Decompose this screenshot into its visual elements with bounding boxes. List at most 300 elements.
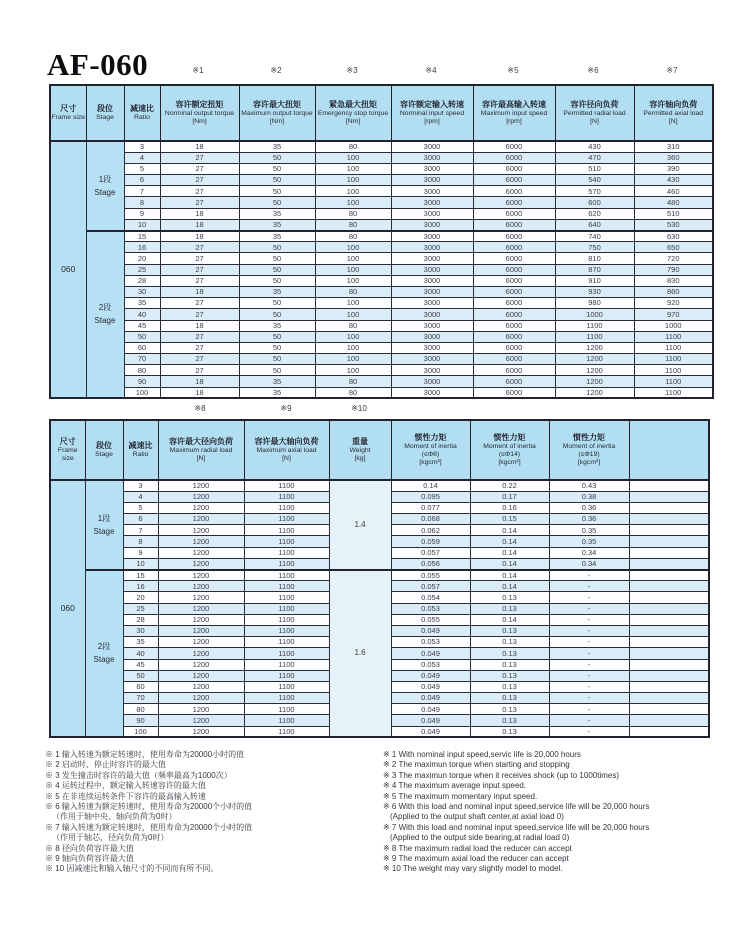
value-cell: 0.049 <box>391 704 470 715</box>
value-cell: 100 <box>315 309 391 320</box>
header-en: Emergency stop torque <box>317 110 389 117</box>
ratio-cell: 8 <box>123 536 158 547</box>
ratio-cell: 35 <box>123 637 158 648</box>
value-cell: 930 <box>555 286 634 297</box>
column-header <box>158 420 244 480</box>
column-header <box>555 85 634 141</box>
value-cell: 80 <box>315 208 391 219</box>
value-cell: 870 <box>555 264 634 275</box>
value-cell: 1100 <box>244 659 329 670</box>
value-cell: 1200 <box>158 726 244 737</box>
header-unit: [kg] <box>354 455 366 462</box>
footnote-line: ※ 9 轴向负荷容许最大值 <box>45 854 134 864</box>
value-cell: 310 <box>634 141 713 152</box>
value-cell: 0.059 <box>391 536 470 547</box>
footnote-line: (Applied to the output shaft center,at axial load 0) <box>390 812 564 822</box>
value-cell: 18 <box>160 231 239 242</box>
header-zh: 容许额定扭矩 <box>175 100 224 109</box>
value-cell: 1100 <box>244 693 329 704</box>
value-cell: 50 <box>239 197 315 208</box>
value-cell: 80 <box>315 141 391 152</box>
value-cell: 1200 <box>555 365 634 376</box>
value-cell: 740 <box>555 231 634 242</box>
column-header <box>391 420 470 480</box>
value-cell: 50 <box>239 264 315 275</box>
value-cell: 3000 <box>391 286 473 297</box>
value-cell: 6000 <box>473 275 555 286</box>
value-cell: 1200 <box>555 387 634 398</box>
value-cell: 100 <box>315 331 391 342</box>
empty-cell <box>629 704 709 715</box>
ratio-cell: 45 <box>124 320 160 331</box>
value-cell: - <box>549 726 629 737</box>
footnote-line: ※ 5 The maximum momentary input speed. <box>383 791 538 801</box>
ratio-cell: 80 <box>123 704 158 715</box>
header-unit: [rpm] <box>424 118 440 125</box>
value-cell: 6000 <box>473 354 555 365</box>
value-cell: 570 <box>555 186 634 197</box>
value-cell: 18 <box>160 376 239 387</box>
value-cell: 27 <box>160 163 239 174</box>
value-cell: 1100 <box>634 354 713 365</box>
value-cell: - <box>549 648 629 659</box>
value-cell: 0.13 <box>470 670 549 681</box>
value-cell: 1100 <box>244 558 329 569</box>
value-cell: 1200 <box>158 681 244 692</box>
value-cell: 430 <box>555 141 634 152</box>
value-cell: 0.14 <box>470 614 549 625</box>
ratio-cell: 3 <box>124 141 160 152</box>
value-cell: - <box>549 670 629 681</box>
header-zh: 惯性力矩 <box>573 433 605 442</box>
value-cell: 980 <box>555 298 634 309</box>
value-cell: 1200 <box>555 376 634 387</box>
column-header <box>86 85 124 141</box>
empty-cell <box>629 726 709 737</box>
value-cell: - <box>549 581 629 592</box>
value-cell: - <box>549 704 629 715</box>
value-cell: 3000 <box>391 197 473 208</box>
value-cell: 0.056 <box>391 558 470 569</box>
header-unit: [rpm] <box>506 118 522 125</box>
value-cell: 1100 <box>555 331 634 342</box>
header-zh: 减速比 <box>128 441 153 450</box>
value-cell: 18 <box>160 286 239 297</box>
footnote-line: ※ 3 The maximun torque when it receives shock (up to 1000times) <box>383 770 619 780</box>
value-cell: 0.13 <box>470 603 549 614</box>
footnote-line: ※ 2 The maximun torque when starting and stopping <box>383 760 570 770</box>
ref-mark: ※8 <box>194 404 206 413</box>
ratio-cell: 6 <box>123 514 158 525</box>
column-header <box>634 85 713 141</box>
value-cell: 0.068 <box>391 514 470 525</box>
value-cell: 1100 <box>244 670 329 681</box>
value-cell: 100 <box>315 186 391 197</box>
value-cell: 640 <box>555 219 634 230</box>
value-cell: 1100 <box>244 681 329 692</box>
value-cell: 27 <box>160 152 239 163</box>
value-cell: 460 <box>634 186 713 197</box>
value-cell: 1100 <box>244 491 329 502</box>
header-zh: 容许额定输入转速 <box>400 100 464 109</box>
empty-cell <box>629 480 709 491</box>
value-cell: 3000 <box>391 208 473 219</box>
column-header <box>160 85 239 141</box>
empty-cell <box>629 715 709 726</box>
header-zh: 惯性力矩 <box>414 433 447 442</box>
inertia-table-body <box>50 480 709 737</box>
value-cell: 0.053 <box>391 659 470 670</box>
value-cell: 100 <box>315 365 391 376</box>
value-cell: 0.13 <box>470 637 549 648</box>
header-zh: 容许最高输入转速 <box>482 100 546 109</box>
value-cell: 50 <box>239 242 315 253</box>
value-cell: 0.077 <box>391 502 470 513</box>
value-cell: 0.055 <box>391 570 470 581</box>
ratio-cell: 28 <box>124 275 160 286</box>
column-header <box>50 85 86 141</box>
value-cell: 3000 <box>391 331 473 342</box>
value-cell: 0.17 <box>470 491 549 502</box>
value-cell: 0.13 <box>470 715 549 726</box>
value-cell: 6000 <box>473 163 555 174</box>
header-unit: [N] <box>668 118 678 125</box>
value-cell: 6000 <box>473 242 555 253</box>
ratio-cell: 60 <box>124 342 160 353</box>
value-cell: 27 <box>160 365 239 376</box>
value-cell: 50 <box>239 354 315 365</box>
column-header <box>391 85 473 141</box>
value-cell: 80 <box>315 376 391 387</box>
ratio-cell: 9 <box>123 547 158 558</box>
empty-cell <box>629 625 709 636</box>
ratio-cell: 25 <box>123 603 158 614</box>
value-cell: 0.16 <box>470 502 549 513</box>
value-cell: 6000 <box>473 376 555 387</box>
value-cell: 1200 <box>158 502 244 513</box>
footnote-line: ※ 8 The maximum radial load the reducer can accept <box>383 843 572 853</box>
page-title: AF-060 <box>47 47 149 82</box>
ratio-cell: 80 <box>124 365 160 376</box>
value-cell: 100 <box>315 342 391 353</box>
value-cell: 50 <box>239 253 315 264</box>
footnote-line: (Applied to the output side bearing,at radial load 0) <box>390 833 570 843</box>
value-cell: 50 <box>239 342 315 353</box>
value-cell: 1100 <box>244 637 329 648</box>
value-cell: 0.38 <box>549 491 629 502</box>
value-cell: 6000 <box>473 298 555 309</box>
empty-cell <box>629 592 709 603</box>
value-cell: 50 <box>239 331 315 342</box>
value-cell: 35 <box>239 141 315 152</box>
value-cell: - <box>549 570 629 581</box>
header-en: Ratio <box>132 451 149 458</box>
header-zh: 容许最大轴向负荷 <box>254 437 319 446</box>
value-cell: 0.057 <box>391 547 470 558</box>
value-cell: 0.14 <box>391 480 470 491</box>
value-cell: 0.36 <box>549 502 629 513</box>
value-cell: 0.34 <box>549 547 629 558</box>
value-cell: 3000 <box>391 219 473 230</box>
value-cell: 100 <box>315 152 391 163</box>
ratio-cell: 7 <box>123 525 158 536</box>
column-header <box>50 420 85 480</box>
empty-cell <box>629 670 709 681</box>
value-cell: 0.13 <box>470 592 549 603</box>
value-cell: 6000 <box>473 141 555 152</box>
value-cell: 650 <box>634 242 713 253</box>
value-cell: 18 <box>160 320 239 331</box>
ref-mark: ※9 <box>280 404 292 413</box>
ratio-cell: 50 <box>124 331 160 342</box>
ratio-cell: 15 <box>123 570 158 581</box>
value-cell: 360 <box>634 152 713 163</box>
footnote-line: ※ 4 运转过程中，额定输入转速容许的最大值 <box>45 781 206 791</box>
value-cell: 470 <box>555 152 634 163</box>
value-cell: 1100 <box>634 365 713 376</box>
value-cell: 3000 <box>391 152 473 163</box>
header-en: Stage <box>95 451 113 458</box>
ratio-cell: 50 <box>123 670 158 681</box>
ratio-cell: 90 <box>123 715 158 726</box>
column-header <box>315 85 391 141</box>
value-cell: 35 <box>239 219 315 230</box>
value-cell: 620 <box>555 208 634 219</box>
value-cell: 100 <box>315 175 391 186</box>
stage-label-en: Stage <box>94 187 116 197</box>
value-cell: 1100 <box>244 480 329 491</box>
value-cell: 810 <box>555 253 634 264</box>
empty-cell <box>629 536 709 547</box>
value-cell: 0.43 <box>549 480 629 491</box>
stage-label-zh: 1段 <box>97 513 111 523</box>
empty-cell <box>629 502 709 513</box>
value-cell: 1200 <box>555 342 634 353</box>
value-cell: 0.14 <box>470 581 549 592</box>
value-cell: 1200 <box>158 536 244 547</box>
value-cell: 3000 <box>391 365 473 376</box>
value-cell: 1200 <box>158 659 244 670</box>
footnote-line: ※ 7 输入转速为额定转速时，使用寿命为20000个小时的值 <box>45 822 253 832</box>
ratio-cell: 6 <box>124 175 160 186</box>
stage-label-zh: 2段 <box>97 642 111 652</box>
header-zh: 尺寸 <box>60 104 77 113</box>
load-weight-inertia-table <box>49 419 710 738</box>
header-zh: 尺寸 <box>59 437 76 446</box>
empty-cell <box>629 514 709 525</box>
value-cell: 0.13 <box>470 704 549 715</box>
value-cell: 0.15 <box>470 514 549 525</box>
value-cell: 530 <box>634 219 713 230</box>
value-cell: 100 <box>315 264 391 275</box>
footnote-line: ※ 10 The weight may vary slightly model to model. <box>383 864 563 874</box>
header-unit: [Nm] <box>269 118 285 125</box>
value-cell: 1200 <box>158 693 244 704</box>
value-cell: 27 <box>160 354 239 365</box>
empty-cell <box>629 570 709 581</box>
value-cell: 1200 <box>158 514 244 525</box>
value-cell: - <box>549 637 629 648</box>
value-cell: 80 <box>315 387 391 398</box>
ref-mark: ※7 <box>666 66 678 75</box>
empty-cell <box>629 491 709 502</box>
empty-cell <box>629 525 709 536</box>
footnotes-english <box>383 750 649 875</box>
header-en: Maximum output torque <box>241 110 313 117</box>
value-cell: 100 <box>315 197 391 208</box>
ratio-cell: 100 <box>123 726 158 737</box>
value-cell: 0.053 <box>391 637 470 648</box>
value-cell: - <box>549 603 629 614</box>
value-cell: 27 <box>160 253 239 264</box>
value-cell: 0.062 <box>391 525 470 536</box>
header-zh: 段位 <box>97 104 113 113</box>
ratio-cell: 25 <box>124 264 160 275</box>
value-cell: 600 <box>555 197 634 208</box>
value-cell: 1200 <box>158 648 244 659</box>
ref-mark: ※5 <box>507 66 519 75</box>
ratio-cell: 5 <box>124 163 160 174</box>
ratio-cell: 70 <box>124 354 160 365</box>
value-cell: 0.14 <box>470 547 549 558</box>
value-cell: 100 <box>315 253 391 264</box>
value-cell: 910 <box>555 275 634 286</box>
stage-label-en: Stage <box>93 526 115 536</box>
value-cell: 1000 <box>555 309 634 320</box>
column-header <box>124 85 160 141</box>
header-unit: [kgcm²] <box>419 459 442 466</box>
weight-cell: 1.4 <box>329 480 391 570</box>
value-cell: 18 <box>160 208 239 219</box>
footnote-line: ※ 4 The maximum average input speed. <box>383 781 527 791</box>
footnote-line: （作用于轴中央、轴向负荷为0时） <box>52 812 177 822</box>
value-cell: 6000 <box>473 175 555 186</box>
value-cell: 100 <box>315 298 391 309</box>
ref-mark: ※6 <box>587 66 599 75</box>
value-cell: 540 <box>555 175 634 186</box>
value-cell: 0.14 <box>470 525 549 536</box>
value-cell: 790 <box>634 264 713 275</box>
ratio-cell: 30 <box>123 625 158 636</box>
column-header <box>244 420 329 480</box>
value-cell: 27 <box>160 186 239 197</box>
value-cell: 100 <box>315 163 391 174</box>
frame-size-cell: 060 <box>50 480 85 737</box>
value-cell: 6000 <box>473 208 555 219</box>
stage-cell <box>85 570 123 738</box>
value-cell: 100 <box>315 275 391 286</box>
value-cell: - <box>549 592 629 603</box>
value-cell: 1200 <box>158 670 244 681</box>
empty-cell <box>629 693 709 704</box>
footnote-line: ※ 1 With nominal input speed,servic life is 20,000 hours <box>383 750 581 759</box>
ref-mark: ※4 <box>425 66 437 75</box>
value-cell: 6000 <box>473 264 555 275</box>
value-cell: 1100 <box>244 547 329 558</box>
header-unit: [Nm] <box>192 118 207 125</box>
value-cell: 1200 <box>158 637 244 648</box>
value-cell: 6000 <box>473 253 555 264</box>
value-cell: 0.055 <box>391 614 470 625</box>
header-zh: 重量 <box>352 437 368 446</box>
value-cell: 0.057 <box>391 581 470 592</box>
value-cell: 0.095 <box>391 491 470 502</box>
ratio-cell: 100 <box>124 387 160 398</box>
value-cell: 6000 <box>473 365 555 376</box>
value-cell: 6000 <box>473 331 555 342</box>
header-unit: [kgcm²] <box>577 459 601 466</box>
value-cell: 0.13 <box>470 659 549 670</box>
torque-table-body <box>50 141 713 398</box>
value-cell: 18 <box>160 387 239 398</box>
value-cell: 1200 <box>158 704 244 715</box>
torque-speed-load-table <box>49 84 714 399</box>
footnote-line: ※ 1 输入转速为额定转速时，使用寿命为20000小时的值 <box>45 750 245 759</box>
value-cell: 630 <box>634 231 713 242</box>
footnote-line: ※ 2 启动时、停止时容许的最大值 <box>45 760 166 770</box>
value-cell: 6000 <box>473 197 555 208</box>
value-cell: 6000 <box>473 186 555 197</box>
ratio-cell: 4 <box>124 152 160 163</box>
stage-label-zh: 2段 <box>98 303 112 313</box>
ratio-cell: 20 <box>124 253 160 264</box>
ratio-cell: 35 <box>124 298 160 309</box>
ratio-cell: 3 <box>123 480 158 491</box>
value-cell: 1100 <box>244 581 329 592</box>
value-cell: 35 <box>239 231 315 242</box>
header-sub: (≤Φ14) <box>498 451 521 458</box>
value-cell: 3000 <box>391 231 473 242</box>
value-cell: 0.049 <box>391 693 470 704</box>
value-cell: 0.22 <box>470 480 549 491</box>
value-cell: 1100 <box>244 570 329 581</box>
value-cell: 0.049 <box>391 625 470 636</box>
value-cell: 0.053 <box>391 603 470 614</box>
header-zh: 段位 <box>96 441 112 450</box>
value-cell: 50 <box>239 365 315 376</box>
footnote-line: ※ 3 发生撞击时容许的最大值（频率最高为1000次） <box>45 770 232 780</box>
header-en: Frame size <box>57 447 78 462</box>
ratio-cell: 10 <box>124 219 160 230</box>
value-cell: 3000 <box>391 387 473 398</box>
value-cell: 1200 <box>158 547 244 558</box>
value-cell: 0.14 <box>470 570 549 581</box>
value-cell: 0.14 <box>470 558 549 569</box>
value-cell: 1100 <box>244 715 329 726</box>
value-cell: 27 <box>160 342 239 353</box>
value-cell: 6000 <box>473 231 555 242</box>
value-cell: 50 <box>239 275 315 286</box>
header-en: Ratio <box>134 114 150 121</box>
value-cell: 1100 <box>244 614 329 625</box>
empty-cell <box>629 547 709 558</box>
value-cell: - <box>549 715 629 726</box>
ratio-cell: 60 <box>123 681 158 692</box>
header-en: Norminal output torque <box>164 110 235 117</box>
value-cell: 510 <box>555 163 634 174</box>
value-cell: - <box>549 693 629 704</box>
value-cell: 6000 <box>473 219 555 230</box>
value-cell: 0.36 <box>549 514 629 525</box>
value-cell: 50 <box>239 309 315 320</box>
stage-cell <box>86 141 124 231</box>
value-cell: 50 <box>239 298 315 309</box>
value-cell: 3000 <box>391 376 473 387</box>
empty-cell <box>629 681 709 692</box>
value-cell: 0.049 <box>391 648 470 659</box>
ratio-cell: 90 <box>124 376 160 387</box>
header-unit: [N] <box>196 455 206 462</box>
